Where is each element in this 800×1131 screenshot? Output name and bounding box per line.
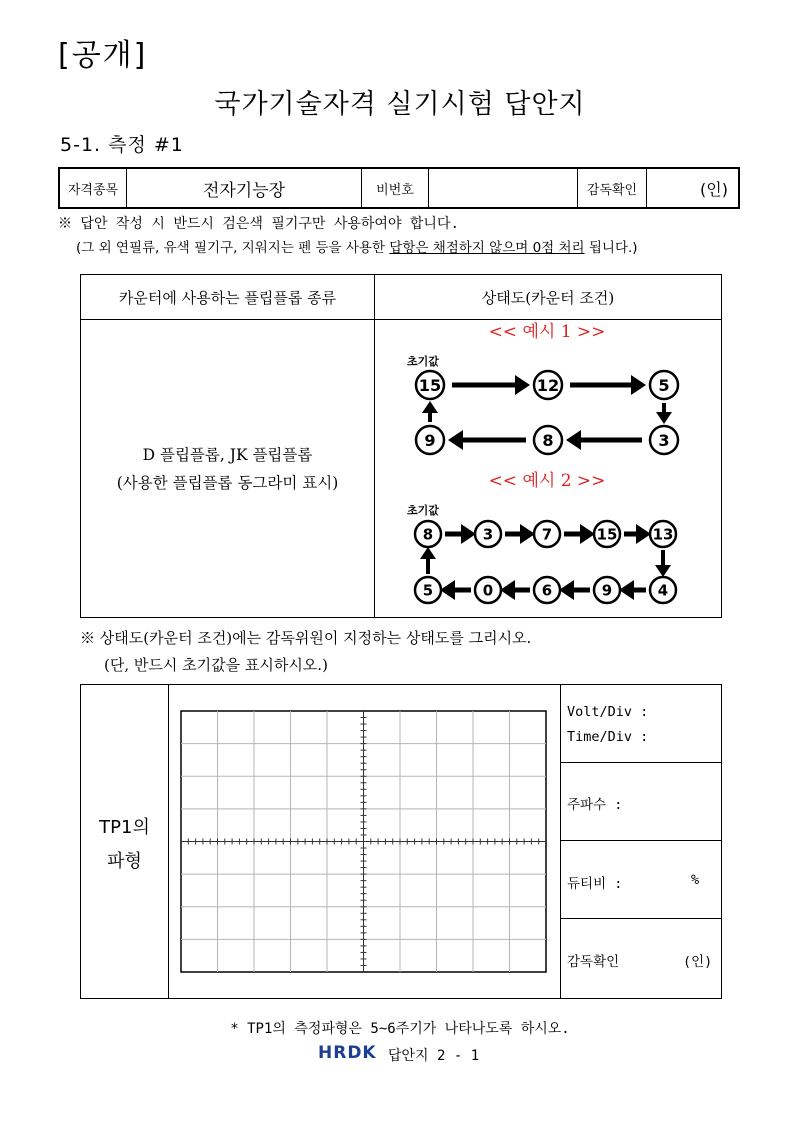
supervisor-stamp: (인) xyxy=(647,168,740,208)
example2-diagram xyxy=(415,521,676,603)
state-node-label: 6 xyxy=(541,581,553,600)
diagram-instruction: ※ 상태도(카운터 조건)에는 감독위원이 지정하는 상태도를 그리시오. xyxy=(80,629,532,647)
state-node-label: 0 xyxy=(482,581,494,600)
secret-value-field[interactable] xyxy=(429,168,578,208)
ff-type-header: 카운터에 사용하는 플립플롭 종류 xyxy=(118,289,337,307)
pen-note-detail xyxy=(76,236,638,256)
page-number: 답안지 2 - 1 xyxy=(388,1048,480,1064)
example1-diagram xyxy=(416,371,678,454)
supervisor-stamp-2: (인) xyxy=(683,954,713,970)
state-node-label: 13 xyxy=(652,525,674,544)
state-node-label: 12 xyxy=(536,375,560,395)
initial-label-2: 초기값 xyxy=(407,504,439,517)
section-heading: 5-1. 측정 #1 xyxy=(60,134,184,156)
info-table xyxy=(58,167,740,209)
oscilloscope-grid[interactable] xyxy=(180,710,547,973)
state-node-label: 3 xyxy=(482,525,494,544)
state-diagram-header: 상태도(카운터 조건) xyxy=(481,289,615,307)
state-node-label: 8 xyxy=(542,430,554,450)
hrdk-logo: HRDK xyxy=(318,1043,377,1063)
waveform-label-2: 파형 xyxy=(107,851,142,872)
field-value: 전자기능장 xyxy=(127,168,362,208)
state-node-label: 8 xyxy=(422,525,434,544)
duty-unit: % xyxy=(691,872,700,888)
state-node-label: 7 xyxy=(541,525,553,544)
page-title: 국가기술자격 실기시험 답안지 xyxy=(214,89,586,120)
example2-label: << 예시 2 >> xyxy=(488,471,606,491)
supervisor-label-2: 감독확인 xyxy=(567,954,620,970)
frequency-field[interactable]: 주파수 : xyxy=(567,797,623,813)
state-diagram-examples xyxy=(375,320,719,614)
state-node-label: 9 xyxy=(601,581,613,600)
supervisor-label: 감독확인 xyxy=(578,168,647,208)
pen-note: ※ 답안 작성 시 반드시 검은색 필기구만 사용하여야 합니다. xyxy=(58,216,459,232)
example1-label: << 예시 1 >> xyxy=(488,322,606,342)
ff-types-text[interactable]: D 플립플롭, JK 플립플롭 xyxy=(142,446,313,464)
state-node-label: 4 xyxy=(657,581,669,600)
state-node-label: 5 xyxy=(658,375,670,395)
state-node-label: 15 xyxy=(596,525,618,544)
note-part: 됩니다.) xyxy=(584,240,638,256)
state-node-label: 5 xyxy=(422,581,434,600)
volt-div-field[interactable]: Volt/Div : xyxy=(567,704,649,720)
duty-field[interactable]: 듀티비 : xyxy=(567,876,623,892)
waveform-label: TP1의 xyxy=(99,817,150,838)
footer-note: * TP1의 측정파형은 5~6주기가 나타나도록 하시오. xyxy=(230,1021,570,1037)
diagram-instruction-note: (단, 반드시 초기값을 표시하시오.) xyxy=(104,656,328,674)
note-part: (그 외 연필류, 유색 필기구, 지워지는 펜 등을 사용한 xyxy=(76,240,390,256)
public-tag: [공개] xyxy=(58,38,148,73)
initial-label-1: 초기값 xyxy=(407,355,439,368)
time-div-field[interactable]: Time/Div : xyxy=(567,729,649,745)
state-node-label: 15 xyxy=(418,375,442,395)
state-node-label: 3 xyxy=(658,430,670,450)
secret-label: 비번호 xyxy=(362,168,429,208)
ff-instruction: (사용한 플립플롭 동그라미 표시) xyxy=(116,474,339,492)
state-node-label: 9 xyxy=(424,430,436,450)
note-underlined: 답항은 채점하지 않으며 0점 처리 xyxy=(389,240,585,256)
field-label: 자격종목 xyxy=(59,168,127,208)
